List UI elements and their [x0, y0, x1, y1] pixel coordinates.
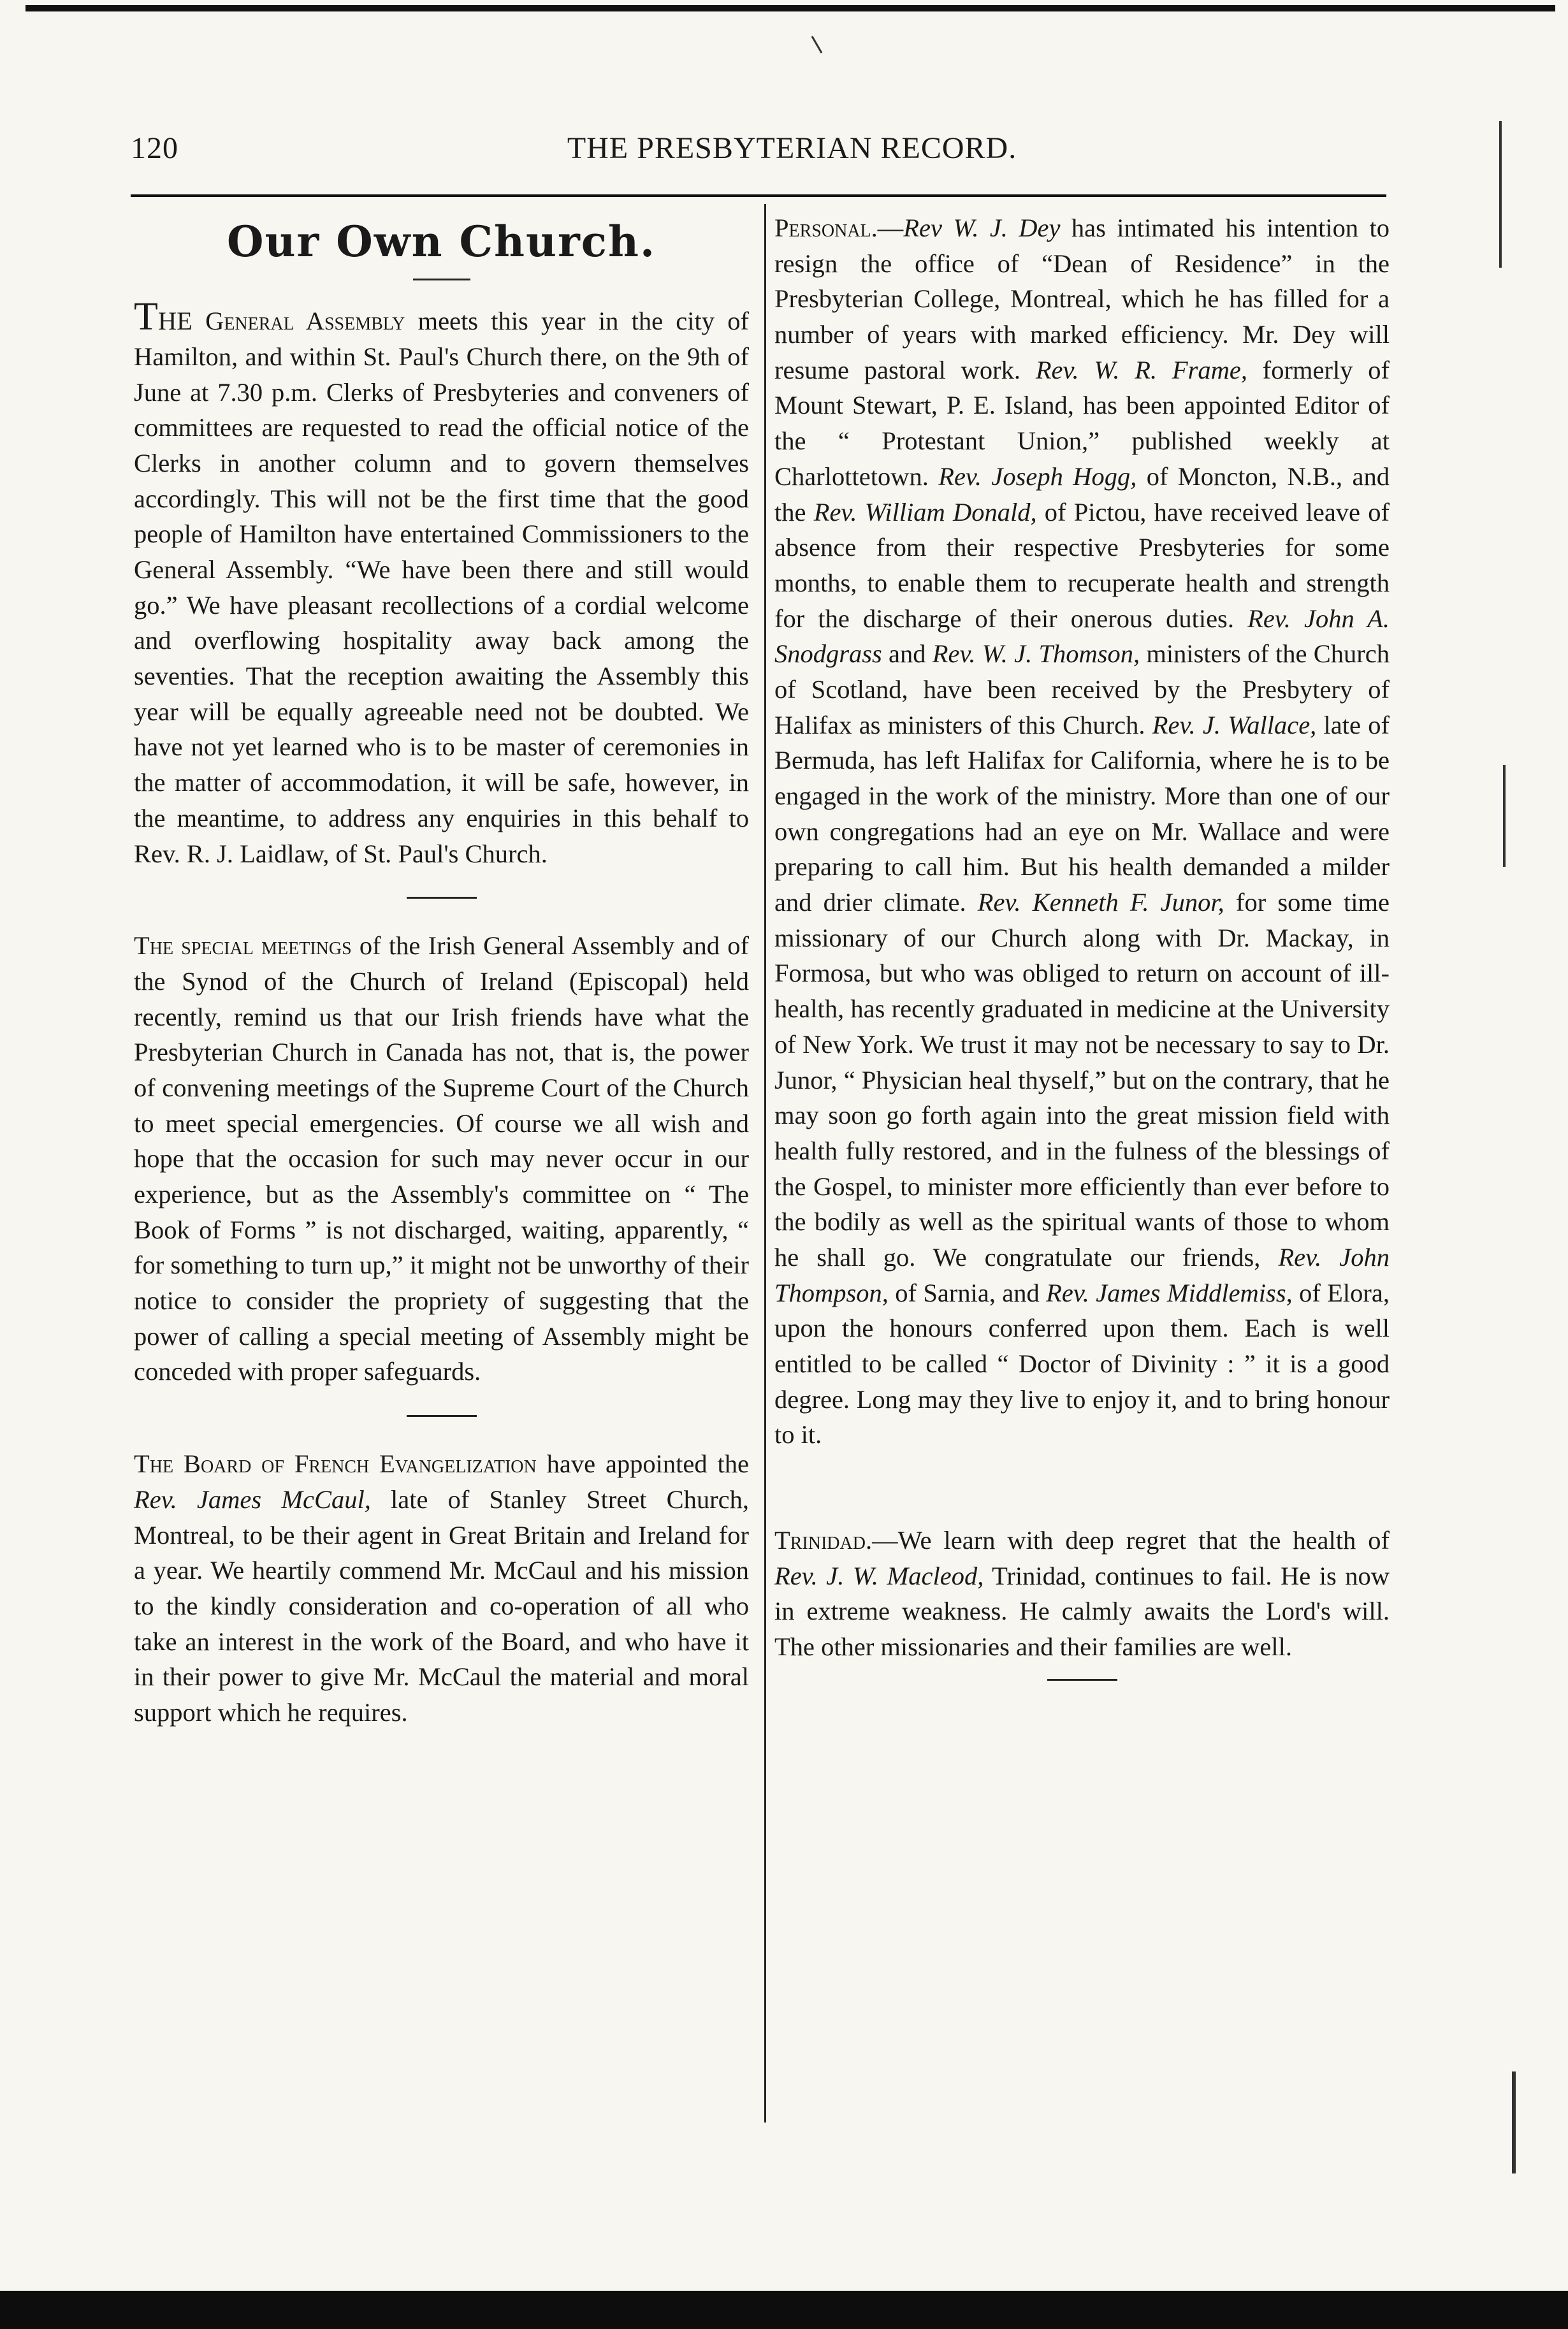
paragraph-text: formerly of Mount Stewart, P. E. Island, has been appointed Editor of the “ Protestant Union,” published weekly at Charlottetown. — [774, 355, 1390, 491]
paragraph-lead: HE General Assembly — [157, 307, 405, 336]
drop-cap: T — [134, 295, 158, 339]
separator-rule — [407, 897, 477, 899]
heading-rule — [413, 279, 470, 280]
personal-paragraph — [774, 210, 1390, 1453]
running-title: THE PRESBYTERIAN RECORD. — [567, 131, 1017, 165]
name-italic: Rev. Kenneth F. Junor, — [977, 888, 1224, 917]
special-meetings-paragraph — [134, 928, 749, 1389]
paragraph-lead: Trinidad. — [774, 1526, 873, 1555]
paragraph-text: meets this year in the city of Hamilton, and within St. Paul's Church there, on the 9th of June at 7.30 p.m. Clerks of Presbyteries and conveners of committees are requested to read the official notice of the Clerks in another column and to govern themselves accordingly. This will not be the first time that the good people of Hamilton have entertained Commissioners to the General Assembly. “We have been there and still would go.” We have pleasant recollections of a cordial welcome and overflowing hospitality away back among the seventies. That the reception awaiting the Assembly this year will be equally agreeable need not be doubted. We have not yet learned who is to be master of ceremonies in the matter of accommodation, it will be safe, however, in the meantime, to address any enquiries in this behalf to Rev. R. J. Laidlaw, of St. Paul's Church. — [134, 307, 749, 868]
paragraph-lead: The Board of French Evangelization — [134, 1449, 537, 1479]
column-divider — [764, 204, 766, 2122]
name-italic: Rev. John Thompson, — [774, 1242, 1390, 1307]
name-italic: Rev. James McCaul, — [134, 1484, 371, 1514]
header-rule — [131, 194, 1386, 197]
scan-speck — [811, 36, 823, 53]
paragraph-text: have appointed the — [536, 1449, 749, 1479]
left-column — [134, 210, 749, 1730]
paragraph-text: late of Bermuda, has left Halifax for California, where he is to be engaged in the work of the ministry. More than one of our own congregations had an eye on Mr. Wallace and were preparing to call him. But his health demanded a milder and drier climate. — [774, 710, 1390, 917]
page-number: 120 — [131, 131, 178, 165]
paragraph-text: of Pictou, have received leave of absence from their respective Presbyteries for some months, to enable them to recuperate health and strength for the discharge of their onerous duties. — [774, 497, 1390, 633]
name-italic: Rev. John A. Snodgrass — [774, 604, 1390, 669]
name-italic: Rev. J. Wallace, — [1152, 710, 1317, 739]
french-evangelization-paragraph — [134, 1446, 749, 1730]
scan-edge-mark — [1499, 121, 1502, 268]
paragraph-text: — — [877, 214, 904, 242]
trinidad-paragraph — [774, 1523, 1390, 1665]
name-italic: Rev. W. J. Thomson, — [932, 639, 1140, 669]
name-italic: Rev. W. R. Frame, — [1035, 355, 1248, 384]
paragraph-text: for some time missionary of our Church along with Dr. Mackay, in Formosa, but who was obliged to return on account of ill-health, has recently graduated in medicine at the University of New York. We trust it may not be necessary to say to Dr. Junor, “ Physician heal thyself,” but on the contrary, that he may soon go forth again into the great mission field with health fully restored, and in the fulness of the blessings of the Gospel, to minister more efficiently than ever before to the bodily as well as the spiritual wants of those to whom he shall go. We congratulate our friends, — [774, 888, 1390, 1272]
separator-rule — [407, 1415, 477, 1417]
name-italic: Rev W. J. Dey — [903, 214, 1061, 242]
paragraph-lead: The special meetings — [134, 931, 352, 961]
name-italic: Rev. James Middlemiss, — [1046, 1278, 1293, 1307]
section-heading: Our Own Church. — [227, 217, 656, 266]
name-italic: Rev. William Donald, — [813, 497, 1037, 526]
right-column — [774, 210, 1390, 1710]
paragraph-text: of the Irish General Assembly and of the Synod of the Church of Ireland (Episcopal) held recently, remind us that our Irish friends have what the Presbyterian Church in Canada has not, that is, the power of convening meetings of the Supreme Court of the Church to meet special emergencies. Of course we all wish and hope that the occasion for such may never occur in our experience, but as the Assembly's committee on “ The Book of Forms ” is not discharged, waiting, apparently, “ for something to turn up,” it might not be unworthy of their notice to consider the propriety of suggesting that the power of calling a special meeting of Assembly might be conceded with proper safeguards. — [134, 931, 749, 1386]
section-gap — [774, 1453, 1390, 1523]
scan-edge-mark — [1503, 765, 1506, 867]
name-italic: Rev. J. W. Macleod, — [774, 1561, 984, 1590]
bottom-border-rule — [0, 2291, 1568, 2329]
paragraph-text: ministers of the Church of Scotland, have been received by the Presbytery of Halifax as ministers of this Church. — [774, 639, 1390, 739]
separator-rule — [1047, 1679, 1117, 1681]
paragraph-text: of Elora, upon the honours conferred upon them. Each is well entitled to be called “ Doctor of Divinity : ” it is a good degree. Long may they live to enjoy it, and to bring honour to it. — [774, 1278, 1390, 1449]
top-border-rule — [25, 5, 1555, 11]
paragraph-lead: Personal. — [774, 214, 878, 242]
paragraph-text: of Sarnia, and — [888, 1278, 1047, 1307]
paragraph-text: has intimated his intention to resign the office of “Dean of Residence” in the Presbyterian College, Montreal, which he has filled for a number of years with marked efficiency. Mr. Dey will resume pastoral work. — [774, 214, 1390, 384]
paragraph-text: Trinidad, continues to fail. He is now in extreme weakness. He calmly awaits the Lord's will. The other missionaries and their families are well. — [774, 1561, 1390, 1662]
paragraph-text: late of Stanley Street Church, Montreal, to be their agent in Great Britain and Ireland for a year. We heartily commend Mr. McCaul and his mission to the kindly consideration and co-operation of all who take an interest in the work of the Board, and who have it in their power to give Mr. McCaul the material and moral support which he requires. — [134, 1484, 749, 1727]
scan-edge-mark — [1512, 2071, 1516, 2173]
paragraph-text: —We learn with deep regret that the health of — [872, 1526, 1390, 1555]
paragraph-text: of Moncton, N.B., and the — [774, 461, 1390, 526]
paragraph-text: and — [882, 639, 933, 669]
assembly-paragraph — [134, 297, 749, 871]
name-italic: Rev. Joseph Hogg, — [938, 461, 1137, 491]
